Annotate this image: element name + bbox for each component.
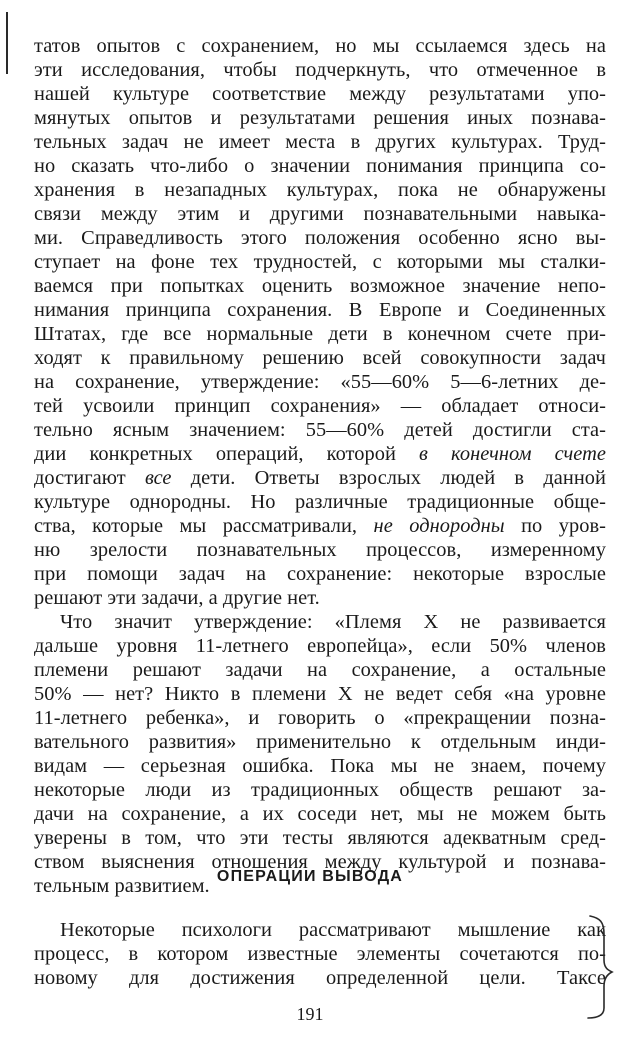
- text-line: нашей культуре соответствие между результатами упо-: [34, 83, 606, 105]
- text-segment: ства, которые мы рассматривали,: [34, 515, 358, 537]
- text-line: связи между этим и другими познавательными навыка-: [34, 203, 606, 225]
- text-line: эти исследования, чтобы подчеркнуть, что отмеченное в: [34, 59, 606, 81]
- text-line: 11-летнего ребенка», и говорить о «прекращении позна-: [34, 707, 606, 729]
- text-line: при помощи задач на сохранение: некоторые взрослые: [34, 563, 606, 585]
- italic-emphasis: все: [144, 467, 172, 489]
- text-line: процесс, в котором известные элементы сочетаются по-: [34, 943, 606, 965]
- text-line: уверены в том, что эти тесты являются адекватным сред-: [34, 827, 606, 849]
- text-segment: дети. Ответы взрослых людей в данной: [190, 467, 606, 489]
- text-line: ваемся при попытках оценить возможное значение непо-: [34, 275, 606, 297]
- text-line: нимания принципа сохранения. В Европе и Соединенных: [34, 299, 606, 321]
- text-line: 50% — нет? Никто в племени X не ведет себя «на уровне: [34, 683, 606, 705]
- text-line: но сказать что-либо о значении понимания принципа со-: [34, 155, 606, 177]
- text-line: Что значит утверждение: «Племя X не развивается: [60, 611, 606, 633]
- text-line: на сохранение, утверждение: «55—60% 5—6-летних де-: [34, 371, 606, 393]
- text-segment: по уров-: [521, 515, 607, 537]
- text-line: видам — серьезная ошибка. Пока мы не знаем, почему: [34, 755, 606, 777]
- text-line: культуре однородны. Но различные традиционные обще-: [34, 491, 606, 513]
- text-line: ступает на фоне тех трудностей, с которыми мы сталки-: [34, 251, 606, 273]
- text-line: дальше уровня 11-летнего европейца», если 50% членов: [34, 635, 606, 657]
- text-line: дачи на сохранение, а их соседи нет, мы не можем быть: [34, 803, 606, 825]
- text-line: Некоторые психологи рассматривают мышление как: [60, 919, 606, 941]
- text-line: татов опытов с сохранением, но мы ссылаемся здесь на: [34, 35, 606, 57]
- text-line: некоторые люди из традиционных обществ решают за-: [34, 779, 606, 801]
- text-line: тельно ясным значением: 55—60% детей достигли ста-: [34, 419, 606, 441]
- text-line: новому для достижения определенной цели. Таксе: [34, 967, 606, 989]
- text-line: [34, 466, 606, 490]
- text-line: мянутых опытов и результатами решения иных познава-: [34, 107, 606, 129]
- text-line: хранения в незападных культурах, пока не обнаружены: [34, 179, 606, 201]
- text-segment: дии конкретных операций, которой: [34, 443, 396, 465]
- text-line: ством выяснения отношения между культурой и познава-: [34, 851, 606, 873]
- text-line: решают эти задачи, а другие нет.: [34, 587, 320, 609]
- text-segment: достигают: [34, 467, 126, 489]
- text-line: [34, 514, 606, 538]
- margin-pencil-mark: [6, 12, 8, 74]
- text-line: Штатах, где все нормальные дети в конечном счете при-: [34, 323, 606, 345]
- italic-emphasis: не однородны: [373, 515, 505, 537]
- text-line: [34, 442, 606, 466]
- text-line: ню зрелости познавательных процессов, измеренному: [34, 539, 606, 561]
- text-line: тей усвоили принцип сохранения» — обладает относи-: [34, 395, 606, 417]
- italic-emphasis: в конечном счете: [419, 443, 606, 465]
- text-line: тельных задач не имеет места в других культурах. Труд-: [34, 131, 606, 153]
- text-line: племени решают задачи на сохранение, а остальные: [34, 659, 606, 681]
- text-line: ходят к правильному решению всей совокупности задач: [34, 347, 606, 369]
- text-line: ми. Справедливость этого положения особенно ясно вы-: [34, 227, 606, 249]
- page-number: 191: [296, 1004, 324, 1024]
- section-heading: ОПЕРАЦИИ ВЫВОДА: [216, 868, 404, 885]
- text-line: тельным развитием.: [34, 875, 210, 897]
- text-line: вательного развития» применительно к отдельным инди-: [34, 731, 606, 753]
